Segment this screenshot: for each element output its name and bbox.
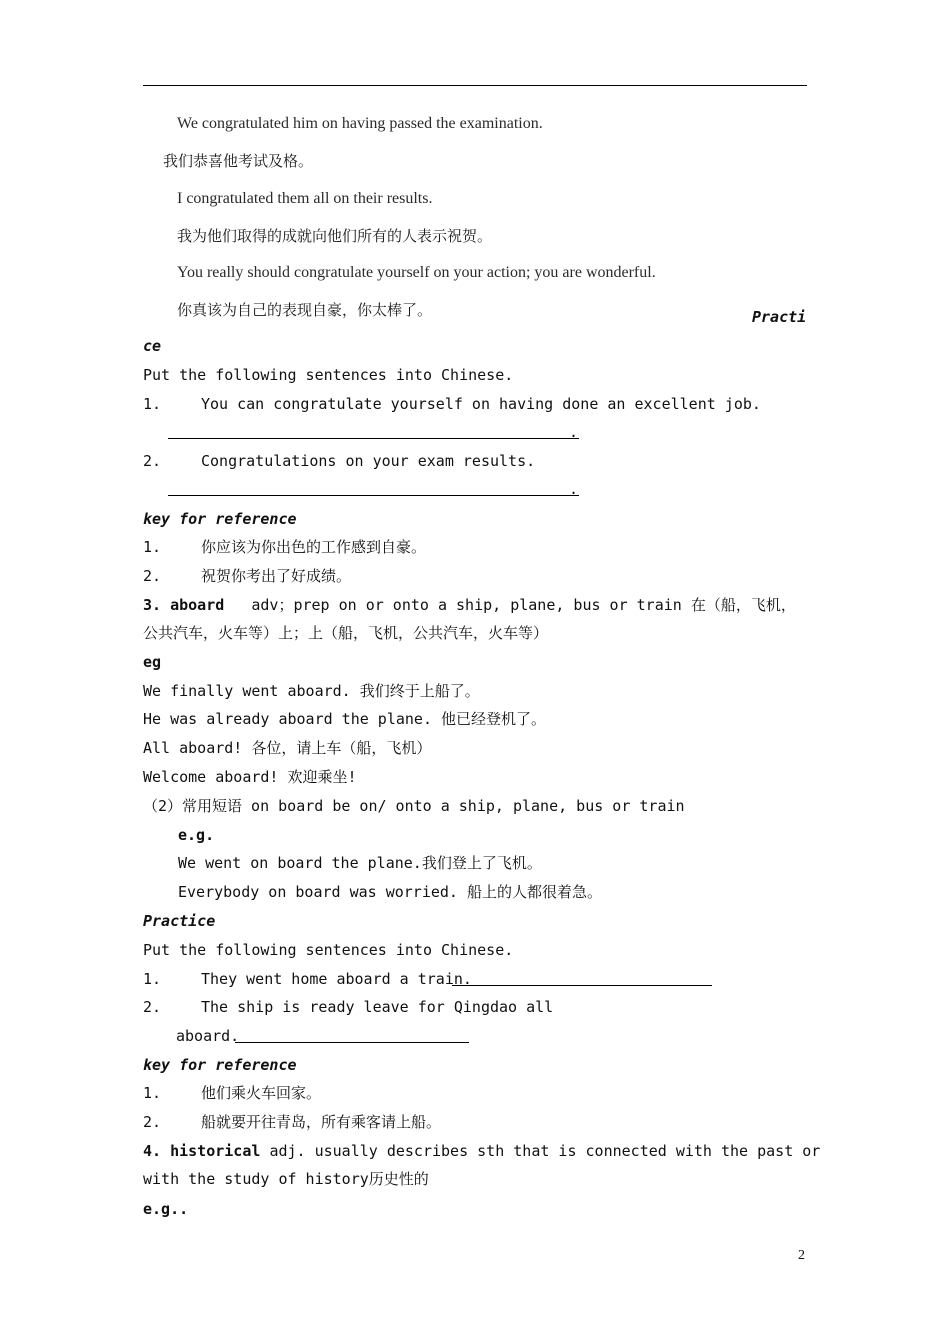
item-number: 1. xyxy=(143,538,162,556)
item-text: The ship is ready leave for Qingdao all xyxy=(201,998,554,1016)
answer-blank-2[interactable] xyxy=(168,495,579,496)
entry-historical-definition xyxy=(143,1141,820,1161)
item-number: 2. xyxy=(143,567,162,585)
answer-blank-1[interactable] xyxy=(168,438,579,439)
answer-blank-1-period: . xyxy=(569,423,579,441)
item-text: They went home aboard a train. xyxy=(201,970,472,988)
practice-heading-part1: Practi xyxy=(752,308,807,326)
item-number: 2. xyxy=(143,1113,162,1131)
key-heading: key for reference xyxy=(143,510,297,528)
example-sentence-en-2: I congratulated them all on their results. xyxy=(177,190,433,207)
aboard-example-1: We finally went aboard. 我们终于上船了。 xyxy=(143,682,480,700)
item-number: 1. xyxy=(143,1084,162,1102)
key2-item-2 xyxy=(143,1112,441,1132)
answer-blank-3[interactable] xyxy=(452,985,712,986)
item-number: 2. xyxy=(143,452,162,470)
entry-headword: 4. historical xyxy=(143,1142,261,1160)
key-item-2 xyxy=(143,566,351,586)
entry-definition: adj. usually describes sth that is connected with the past or xyxy=(269,1142,821,1160)
example-sentence-cn-3: 你真该为自己的表现自豪，你太棒了。 xyxy=(177,301,433,319)
example-sentence-cn-1: 我们恭喜他考试及格。 xyxy=(163,152,314,170)
practice2-item-1 xyxy=(143,969,472,989)
entry-definition: adv；prep on or onto a ship, plane, bus or train 在（船，飞机， xyxy=(251,596,796,614)
entry-aboard-definition-cont: 公共汽车，火车等）上；上（船，飞机，公共汽车，火车等） xyxy=(143,624,549,642)
example-sentence-en-1: We congratulated him on having passed the examination. xyxy=(177,115,543,132)
practice-item-2 xyxy=(143,451,535,471)
item-number: 2. xyxy=(143,998,162,1016)
item-text: 他们乘火车回家。 xyxy=(201,1084,322,1102)
phrase-example-2: Everybody on board was worried. 船上的人都很着急。 xyxy=(178,883,602,901)
practice2-heading: Practice xyxy=(143,912,216,930)
header-rule xyxy=(143,85,807,86)
key2-heading: key for reference xyxy=(143,1056,297,1074)
entry-aboard-definition xyxy=(143,595,796,615)
item-text: You can congratulate yourself on having done an excellent job. xyxy=(201,395,761,413)
item-text: 船就要开往青岛，所有乘客请上船。 xyxy=(201,1113,442,1131)
key-item-1 xyxy=(143,537,426,557)
example-sentence-cn-2: 我为他们取得的成就向他们所有的人表示祝贺。 xyxy=(177,227,493,245)
example-sentence-en-3: You really should congratulate yourself on your action; you are wonderful. xyxy=(177,264,656,281)
item-text: Congratulations on your exam results. xyxy=(201,452,536,470)
answer-blank-4[interactable] xyxy=(235,1042,469,1043)
entry-historical-definition-cont: with the study of history历史性的 xyxy=(143,1170,429,1188)
eg-label-historical: e.g.. xyxy=(143,1200,189,1218)
aboard-example-4: Welcome aboard! 欢迎乘坐! xyxy=(143,768,357,786)
practice2-instruction: Put the following sentences into Chinese. xyxy=(143,941,514,959)
item-number: 1. xyxy=(143,395,162,413)
item-text: 你应该为你出色的工作感到自豪。 xyxy=(201,538,427,556)
entry-headword: 3. aboard xyxy=(143,596,225,614)
practice-item-1 xyxy=(143,394,761,414)
phrase-on-board: （2）常用短语 on board be on/ onto a ship, plane, bus or train xyxy=(143,797,685,815)
answer-blank-2-period: . xyxy=(569,480,579,498)
key2-item-1 xyxy=(143,1083,321,1103)
aboard-example-3: All aboard! 各位，请上车（船，飞机） xyxy=(143,739,432,757)
item-number: 1. xyxy=(143,970,162,988)
practice2-item-2-cont: aboard. xyxy=(176,1027,240,1045)
eg-label: eg xyxy=(143,653,162,671)
practice2-item-2 xyxy=(143,997,553,1017)
aboard-example-2: He was already aboard the plane. 他已经登机了。 xyxy=(143,710,547,728)
page-number: 2 xyxy=(798,1248,805,1263)
practice-heading-part2: ce xyxy=(143,337,162,355)
phrase-example-1: We went on board the plane.我们登上了飞机。 xyxy=(178,854,542,872)
practice-instruction: Put the following sentences into Chinese. xyxy=(143,366,514,384)
item-text: 祝贺你考出了好成绩。 xyxy=(201,567,352,585)
eg2-label: e.g. xyxy=(178,826,215,844)
